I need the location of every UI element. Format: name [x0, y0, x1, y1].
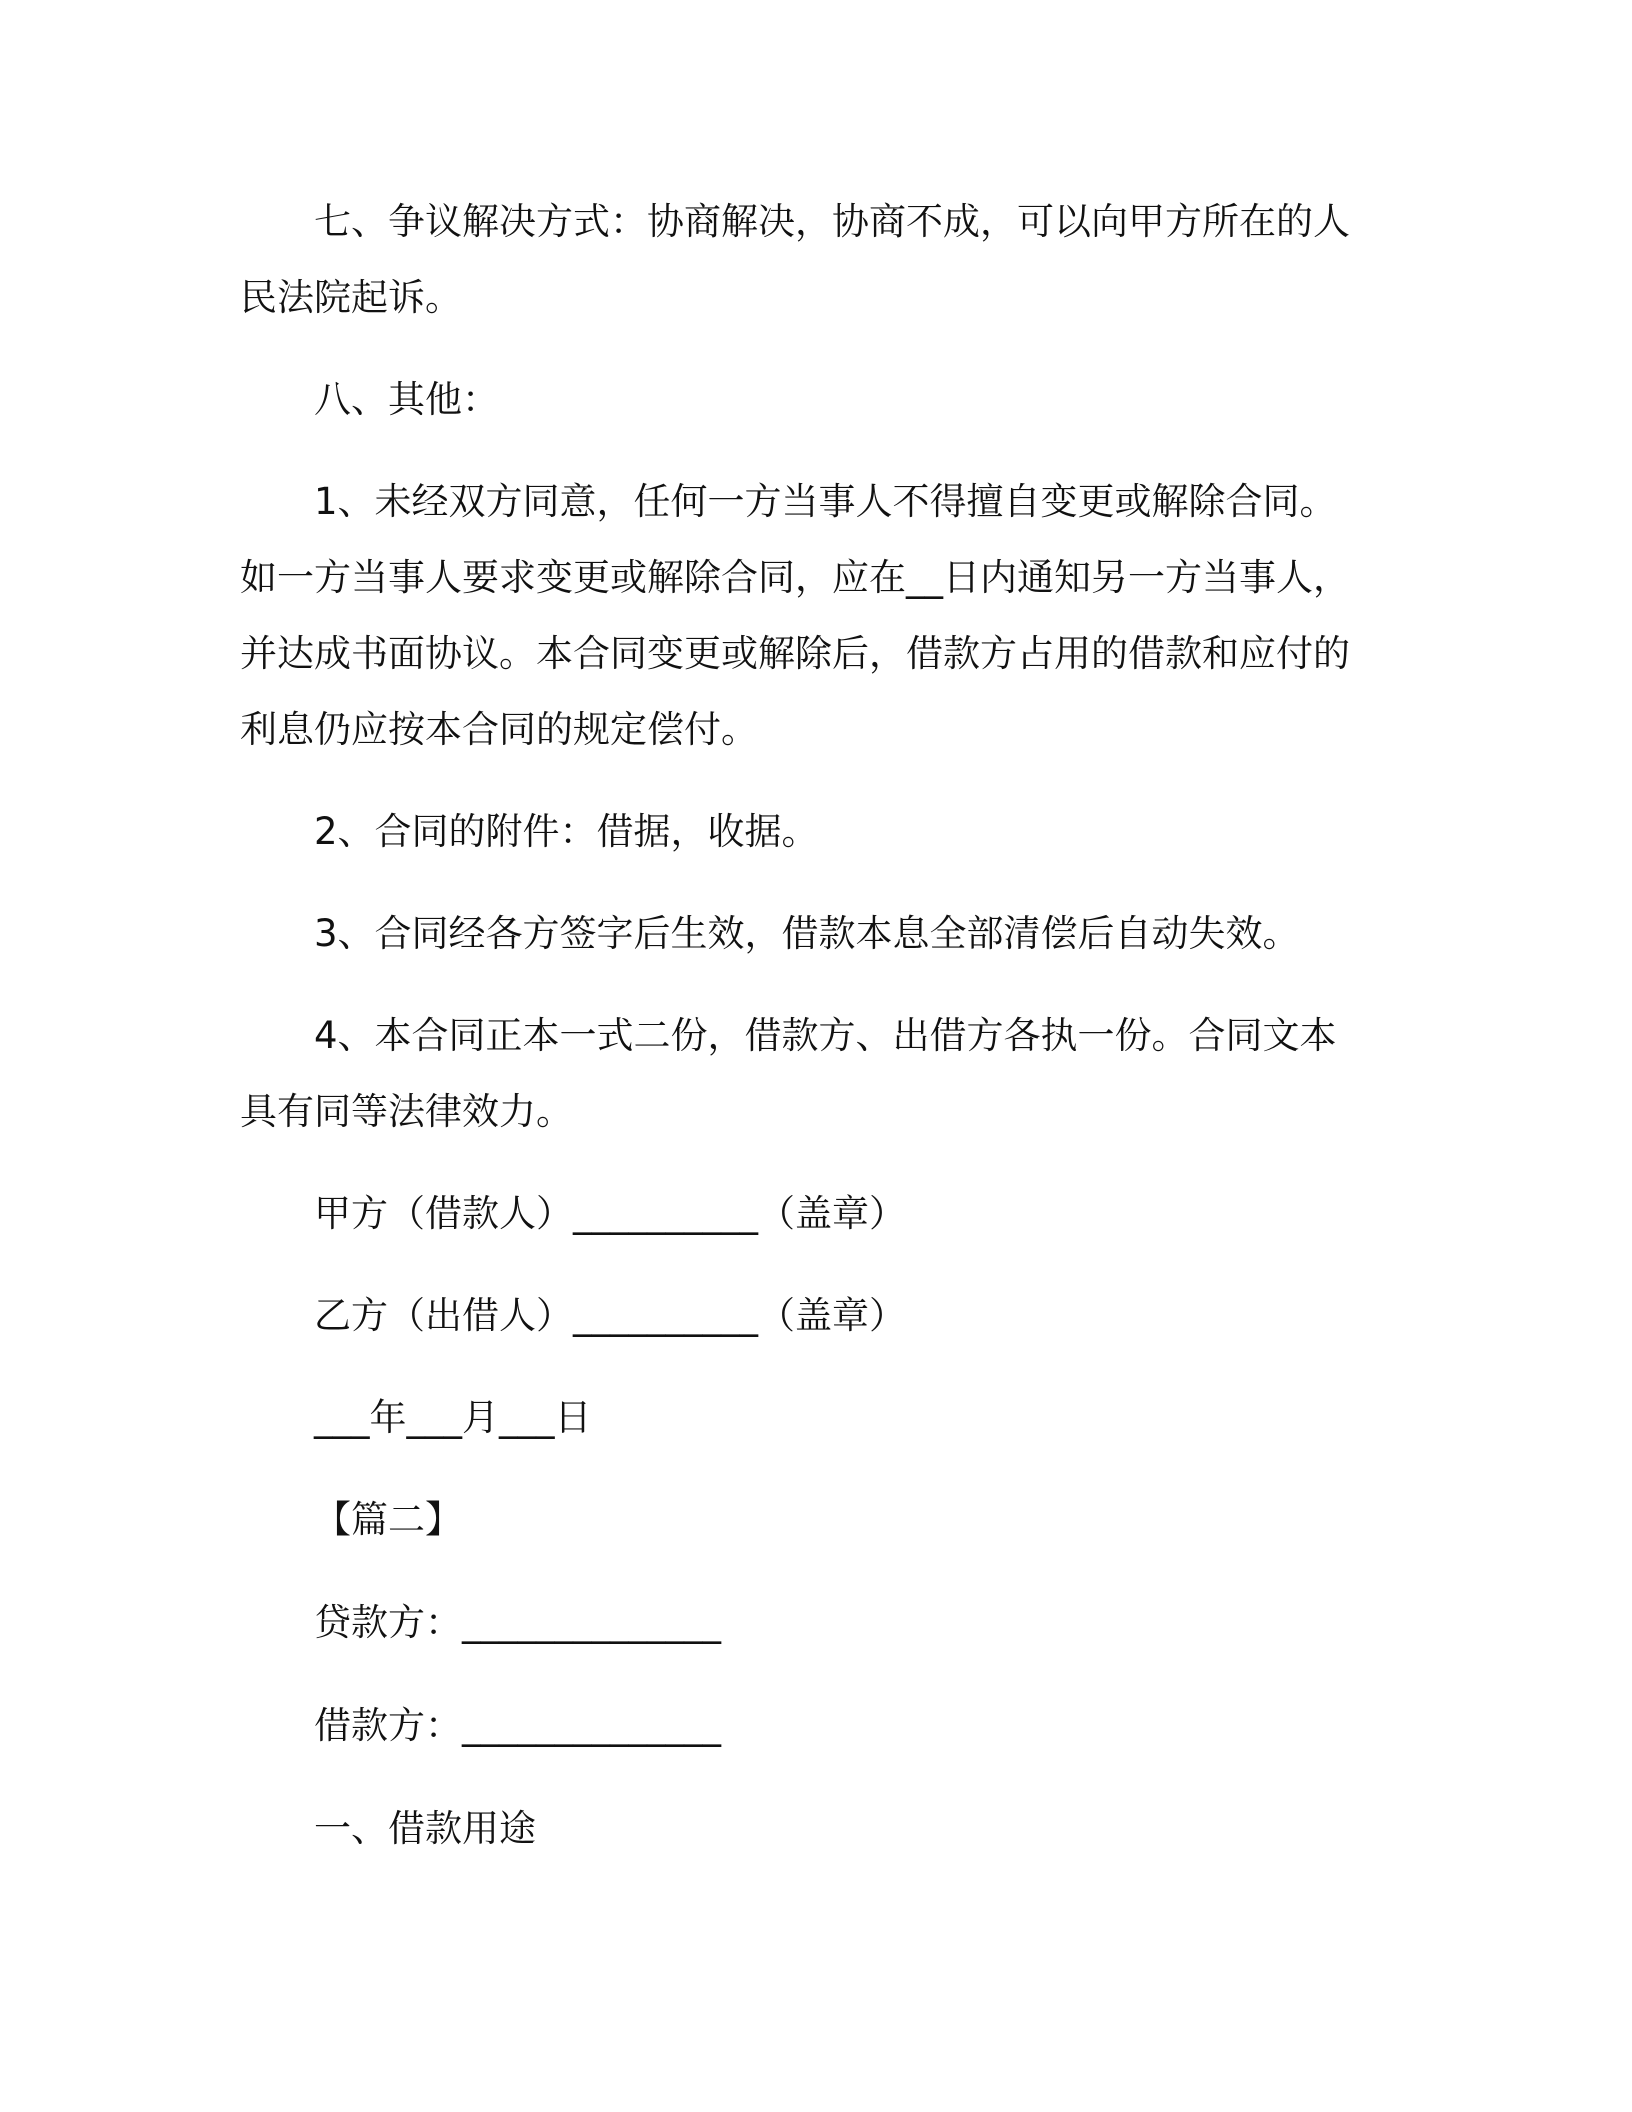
clause-other-item-1: 1、未经双方同意，任何一方当事人不得擅自变更或解除合同。如一方当事人要求变更或解除合同，应在__日内通知另一方当事人，并达成书面协议。本合同变更或解除后，借款方占用的借款和应付的利息仍应按本合同的规定偿付。 — [240, 480, 1350, 751]
clause-other-item-4: 4、本合同正本一式二份，借款方、出借方各执一份。合同文本具有同等法律效力。 — [240, 1014, 1337, 1133]
lender-line: 贷款方：______________ — [314, 1601, 721, 1644]
signature-party-b: 乙方（出借人）__________（盖章） — [314, 1294, 906, 1337]
signature-party-a: 甲方（借款人）__________（盖章） — [314, 1192, 906, 1235]
borrower-line: 借款方：______________ — [314, 1704, 721, 1747]
clause-other-item-2: 2、合同的附件：借据，收据。 — [314, 810, 819, 853]
loan-purpose-heading: 一、借款用途 — [314, 1807, 536, 1850]
signature-date: ___年___月___日 — [314, 1396, 592, 1439]
clause-other-heading: 八、其他： — [314, 378, 499, 421]
section-two-heading: 【篇二】 — [314, 1498, 462, 1541]
clause-dispute-resolution: 七、争议解决方式：协商解决，协商不成，可以向甲方所在的人民法院起诉。 — [240, 200, 1350, 319]
document-content — [240, 184, 1370, 1894]
clause-other-item-3: 3、合同经各方签字后生效，借款本息全部清偿后自动失效。 — [314, 912, 1300, 955]
